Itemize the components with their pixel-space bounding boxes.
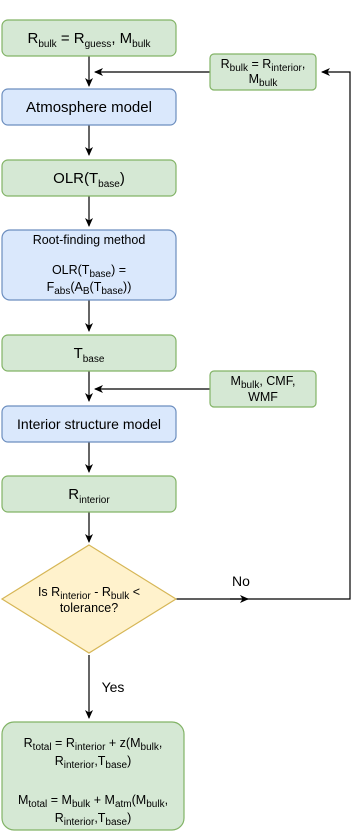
svg-text:Mbulk, CMF,: $M_{bulk}$, CMF, (230, 374, 296, 391)
svg-text:OLR(Tbase) =: $OLR(T_{base})$ = (51, 263, 127, 280)
svg-text:Atmosphere model: Atmosphere model (26, 99, 152, 116)
svg-text:Root-finding method: Root-finding method (32, 233, 146, 247)
r-interior-node[interactable] (2, 476, 176, 512)
svg-text:Mbulk: $M_{bulk}$ (248, 72, 278, 89)
svg-text:Fabs(AB(Tbase)): $F_{abs}(A_B(T_{base}))$ (46, 280, 132, 297)
svg-text:Rbulk = Rinterior,: $R_{bulk} = R_{interior}$, (220, 57, 306, 74)
svg-text:Rinterior,Tbase): $R_{interior},T_{base}$) (54, 811, 132, 828)
start-node[interactable] (2, 20, 176, 56)
edge-label-no: No (232, 573, 250, 589)
olr-node[interactable] (2, 160, 176, 196)
svg-text:WMF: WMF (248, 390, 278, 404)
svg-text:Rbulk = Rguess, Mbulk: $R_{bulk} = R_{guess}$, $M_{bulk}$ (27, 30, 151, 50)
atmosphere-model-node[interactable] (2, 89, 176, 125)
svg-text:Is Rinterior - Rbulk <: Is $R_{interior} - R_{bulk}$ < (37, 585, 141, 602)
feedback-input-node[interactable] (210, 54, 316, 90)
svg-text:Rtotal = Rinterior + z(Mbulk,: $R_{total} = R_{interior} + z(M_{bulk}$, (23, 736, 163, 753)
output-node[interactable] (2, 722, 184, 830)
svg-text:tolerance?: tolerance? (59, 601, 119, 615)
svg-text:Mtotal = Mbulk + Matm(Mbulk,: $M_{total} = M_{bulk} + M_{atm}(M_{bulk}$, (17, 793, 169, 810)
root-finding-node[interactable] (2, 230, 176, 300)
svg-text:Rinterior: $R_{interior}$ (68, 486, 110, 506)
edge-label-yes: Yes (101, 679, 125, 695)
svg-text:Interior structure model: Interior structure model (17, 416, 161, 432)
svg-text:Tbase: $T_{base}$ (73, 345, 105, 365)
interior-structure-model-node[interactable] (2, 406, 176, 442)
edge-decision-no-loop (176, 72, 350, 599)
tolerance-decision-node[interactable] (2, 545, 176, 653)
interior-inputs-node[interactable] (210, 371, 316, 407)
svg-text:Rinterior,Tbase): $R_{interior},T_{base}$) (54, 754, 132, 771)
svg-text:OLR(Tbase): $OLR(T_{base})$ (53, 170, 125, 190)
t-base-node[interactable] (2, 335, 176, 371)
